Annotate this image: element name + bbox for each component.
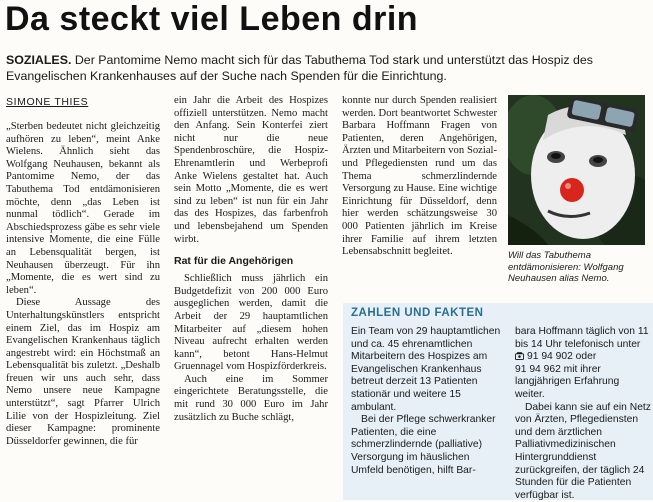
page-title: Da steckt viel Leben drin [5,0,419,38]
mime-photo [508,95,645,245]
author-byline: SIMONE THIES [6,96,89,108]
paragraph: Diese Aussage des Unterhaltungskünstlers entspricht einem Ziel, das im Hospiz am Evangelischen Krankenhaus täglich angestrebt wird: ein Höchstmaß an Lebensqualität bis zuletzt. „Deshalb freuen wir uns auch sehr, dass Nemo unsere neue Kampagne unterstützt“, sagt Pfarrer Ulrich Lilie von der Hospizleitung. Ziel dieser Kampagne: prominente Düsseldorfer gewinnen, die für [6,297,160,447]
facts-column-2 [515,326,651,502]
lead-tag: SOZIALES. [6,53,72,67]
photo-caption: Will das Tabuthema entdämonisieren: Wolfgang Neuhausen alias Nemo. [508,250,624,284]
mime-face-image [508,95,645,245]
facts-title: ZAHLEN UND FAKTEN [351,307,484,319]
paragraph: Ein Team von 29 hauptamtlichen und ca. 45 ehrenamtlichen Mitarbeitern des Hospizes am Evangelischen Krankenhaus betreut derzeit 13 Patienten stationär und weitere 15 ambulant. [351,326,501,413]
paragraph: konnte nur durch Spenden realisiert werden. Dort beantwortet Schwester Barbara Hoffmann Fragen von Patienten, deren Angehörigen, Ärzten und Mitarbeitern von Sozial- und Pflegediensten rund um das Thema schmerzlindernde Versorgung zu Hause. Eine wichtige Einrichtung für Düsseldorf, denn hier werden schätzungsweise 30 000 Patienten jährlich im Kreise ihrer Familie auf ihrem letzten Lebensabschnitt begleitet. [342,95,497,258]
paragraph: „Sterben bedeutet nicht gleichzeitig aufhören zu leben“, meint Anke Wielens. Ähnlich sieht das Wolfgang Neuhausen, bekannt als Pantomime Nemo, der das Tabuthema Tod entdämonisieren möchte, denn „das Leben ist nunmal tödlich“. Gerade im Abschiedsprozess gäbe es sehr viele intensive Momente, die eine Fülle an Lebensqualität bergen, ist Neuhausen überzeugt. Für ihn „Momente, die es wert sind zu leben“. [6,121,160,296]
phone-line [515,351,651,364]
paragraph: bara Hoffmann täglich von 11 bis 14 Uhr telefonisch unter [515,326,649,350]
lead-paragraph [6,52,646,84]
phone-number: 91 94 902 oder [527,351,597,363]
lead-text: Der Pantomime Nemo macht sich für das Tabuthema Tod stark und unterstützt das Hospiz des Evangelischen Krankenhauses auf der Suche nach Spenden für die Einrichtung. [6,53,593,83]
paragraph: ein Jahr die Arbeit des Hospizes offiziell unterstützen. Nemo macht den Anfang. Sein Konterfei ziert nicht nur die neue Spendenbroschüre, die Hospiz-Ehrenamtlerin und Werbeprofi Anke Wielens gestaltet hat. Auch sein Motto „Momente, die es wert sind zu leben“ ist nun für ein Jahr das des Hospizes, das farbenfroh und lebensbejahend um Spenden wirbt. [174,95,328,245]
article-column-2 [174,95,328,424]
paragraph: Schließlich muss jährlich ein Budgetdefizit von 200 000 Euro ausgeglichen werden, damit die Arbeit der 29 hauptamtlichen Mitarbeiter auf „diesem hohen Niveau aufrecht erhalten werden kann“, betont Hans-Helmut Gruennagel vom Hospizförderkreis. [174,273,328,373]
subheading: Rat für die Angehörigen [174,255,294,268]
facts-box [343,303,653,500]
paragraph: Dabei kann sie auf ein Netz von Ärzten, Pflegediensten und dem ärztlichen Palliativmedizinischen Hintergrunddienst zurückgreifen, der täglich 24 Stunden für die Patienten verfügbar ist. [515,401,651,501]
article-column-3 [342,95,497,259]
paragraph: 91 94 962 mit ihrer langjährigen Erfahrung weiter. [515,363,620,400]
article-column-1 [6,121,160,448]
phone-icon [515,352,524,360]
paragraph: Bei der Pflege schwerkranker Patienten, die eine schmerzlindernde (palliative) Versorgung im häuslichen Umfeld benötigen, hilft Bar- [351,414,496,476]
facts-column-1 [351,326,503,477]
paragraph: Auch eine im Sommer eingerichtete Beratungsstelle, die mit rund 30 000 Euro im Jahr zusätzlich zu Buche schlägt, [174,373,328,423]
